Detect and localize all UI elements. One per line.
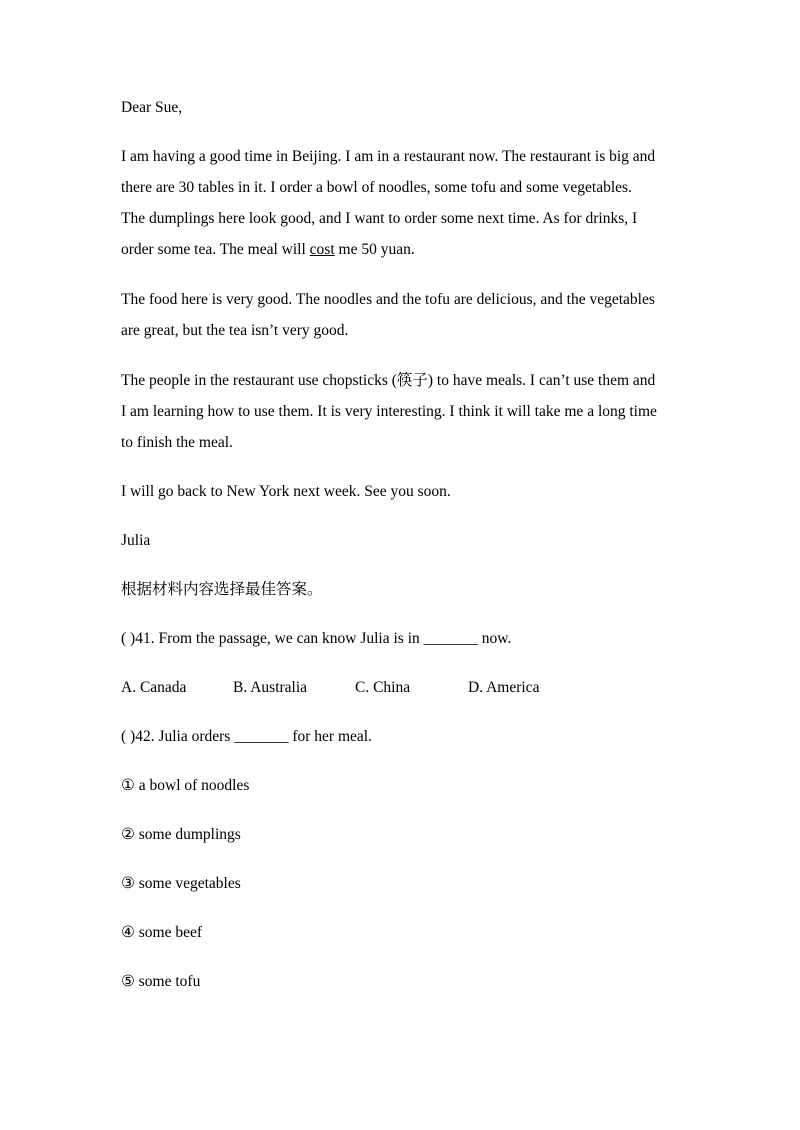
paragraph-line: The food here is very good. The noodles and the tofu are delicious, and the vegetables (121, 291, 655, 308)
paragraph-line: there are 30 tables in it. I order a bowl of noodles, some tofu and some vegetables. (121, 179, 632, 196)
question-41-stem: ( )41. From the passage, we can know Julia is in _______ now. (121, 630, 512, 647)
list-item: ⑤ some tofu (121, 973, 201, 990)
paragraph-line: are great, but the tea isn’t very good. (121, 322, 349, 339)
option-c: C. China (355, 679, 411, 696)
list-item: ③ some vegetables (121, 875, 241, 892)
letter-paragraph-2 (121, 284, 691, 346)
letter-paragraph-3 (121, 365, 691, 458)
paragraph-line: to finish the meal. (121, 434, 233, 451)
letter-greeting: Dear Sue, (121, 99, 183, 116)
letter-paragraph-1 (121, 141, 691, 265)
paragraph-line: The people in the restaurant use chopsticks (筷子) to have meals. I can’t use them and (121, 372, 656, 389)
letter-paragraph-4: I will go back to New York next week. See you soon. (121, 483, 451, 500)
list-item: ④ some beef (121, 924, 203, 941)
paragraph-line: I am learning how to use them. It is very interesting. I think it will take me a long time (121, 403, 657, 420)
line-text: me 50 yuan. (334, 241, 415, 258)
paragraph-line (121, 234, 691, 265)
underlined-word: cost (309, 241, 335, 258)
letter-signature: Julia (121, 532, 151, 549)
question-42-stem: ( )42. Julia orders _______ for her meal. (121, 728, 372, 745)
question-instruction: 根据材料内容选择最佳答案。 (121, 581, 323, 598)
option-d: D. America (468, 679, 540, 696)
option-b: B. Australia (233, 679, 308, 696)
paragraph-line: I am having a good time in Beijing. I am in a restaurant now. The restaurant is big and (121, 148, 656, 165)
option-a: A. Canada (121, 679, 187, 696)
list-item: ① a bowl of noodles (121, 777, 250, 794)
paragraph-line: The dumplings here look good, and I want to order some next time. As for drinks, I (121, 210, 638, 227)
line-text: order some tea. The meal will (121, 241, 310, 258)
list-item: ② some dumplings (121, 826, 241, 843)
